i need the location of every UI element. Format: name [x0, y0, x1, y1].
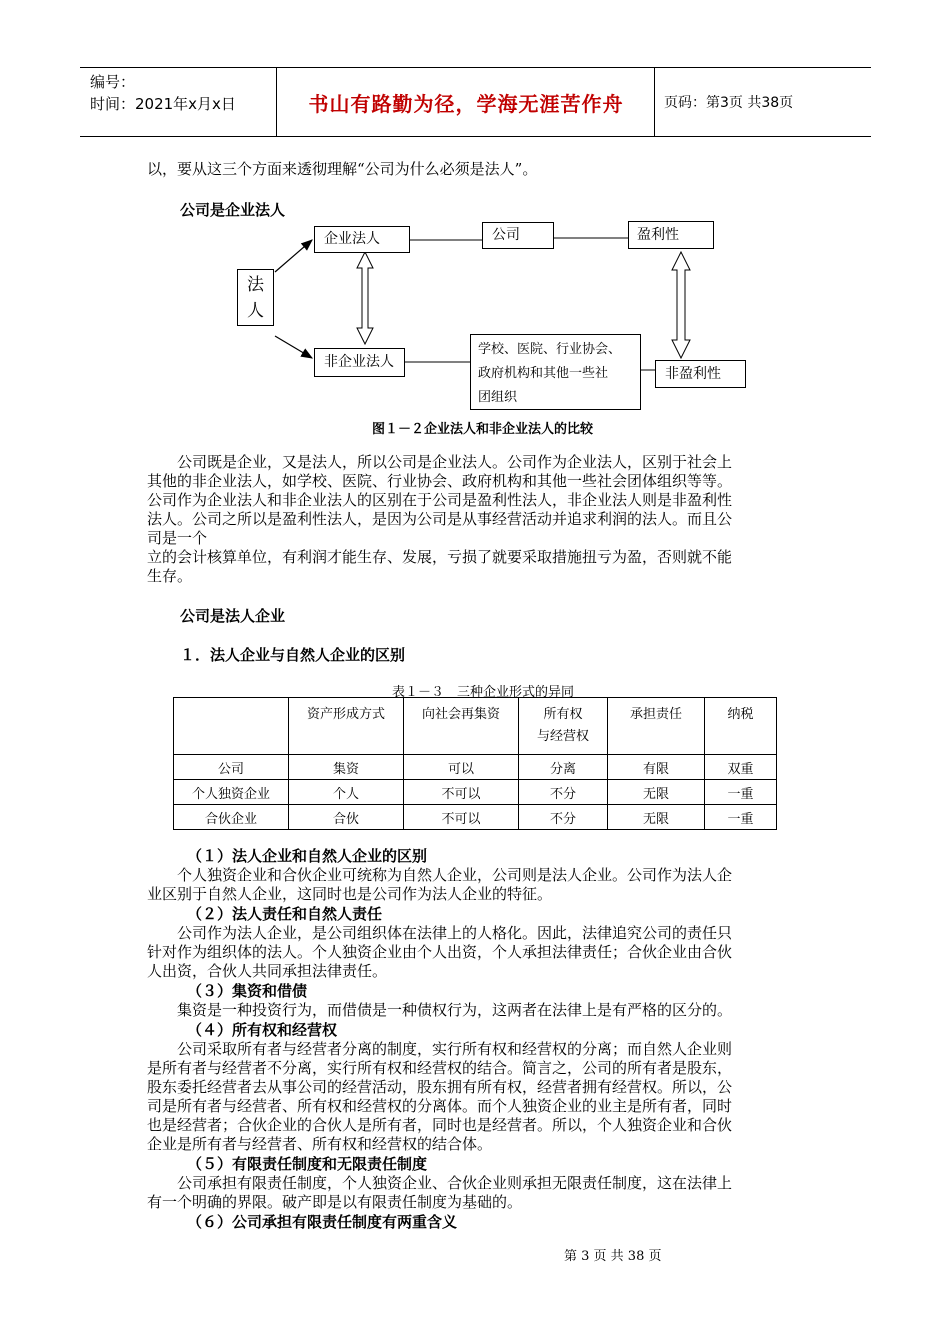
para1-line: 公司既是企业，又是法人，所以公司是企业法人。公司作为企业法人，区别于社会上 — [177, 453, 733, 471]
arrow-to-qiye — [275, 240, 312, 272]
table-cell: 合伙 — [289, 805, 404, 830]
table-cell: 不分 — [519, 780, 608, 805]
faren-char: 法 — [247, 275, 264, 295]
table-cell: 个人 — [289, 780, 404, 805]
table-cell: 不可以 — [404, 805, 519, 830]
para1-line: 其他的非企业法人，如学校、医院、行业协会、政府机构和其他一些社会团体组织等等。 — [147, 472, 733, 490]
s2-line: 人出资，合伙人共同承担法律责任。 — [147, 962, 388, 980]
section2-title: 公司是法人企业 — [180, 607, 286, 625]
table-cell: 一重 — [705, 780, 777, 805]
double-arrow-right — [672, 252, 690, 358]
others-line1: 学校、医院、行业协会、 — [478, 342, 622, 357]
time-label: 时间：2021年x月x日 — [90, 95, 236, 113]
table-cell: 有限 — [608, 755, 705, 780]
table-cell: 无限 — [608, 780, 705, 805]
page-code: 页码：第3页 共38页 — [664, 95, 794, 111]
s3-line: 集资是一种投资行为，而借债是一种债权行为，这两者在法律上是有严格的区分的。 — [177, 1001, 733, 1019]
subsections — [147, 846, 812, 1232]
section2-sub: １．法人企业与自然人企业的区别 — [180, 646, 406, 664]
s4-line: 司是所有者与经营者、所有权和经营权的分离体。而个人独资企业的业主是所有者，同时 — [147, 1097, 733, 1115]
table-cell: 合伙企业 — [174, 805, 289, 830]
s5-line: 公司承担有限责任制度，个人独资企业、合伙企业则承担无限责任制度，这在法律上 — [177, 1174, 733, 1192]
table-cell: 分离 — [519, 755, 608, 780]
paragraph-1 — [147, 453, 812, 586]
table-header-row — [174, 698, 777, 755]
double-arrow-left — [357, 252, 373, 344]
table-cell: 个人独资企业 — [174, 780, 289, 805]
s2-line: 公司作为法人企业，是公司组织体在法律上的人格化。因此，法律追究公司的责任只 — [177, 924, 733, 942]
s4-line: 企业是所有者与经营者、所有权和经营权的结合体。 — [147, 1135, 493, 1153]
others-box — [470, 334, 641, 410]
others-line2: 政府机构和其他一些社 — [478, 366, 609, 381]
s1-line: 个人独资企业和合伙企业可统称为自然人企业，公司则是法人企业。公司作为法人企 — [177, 866, 733, 884]
header-cell — [174, 698, 289, 755]
para1-line: 法人。公司之所以是盈利性法人，是因为公司是从事经营活动并追求利润的法人。而且公 — [147, 510, 733, 528]
s6-title: （６）公司承担有限责任制度有两重含义 — [187, 1213, 458, 1231]
page-footer: 第 3 页 共 38 页 — [564, 1249, 662, 1264]
header-cell: 向社会再集资 — [404, 698, 519, 755]
diagram-caption: 图１－２企业法人和非企业法人的比较 — [372, 422, 594, 437]
header-cell: 资产形成方式 — [289, 698, 404, 755]
table-caption: 表１－３ 三种企业形式的异同 — [392, 685, 575, 700]
table-cell: 公司 — [174, 755, 289, 780]
table-cell: 无限 — [608, 805, 705, 830]
s2-title: （２）法人责任和自然人责任 — [187, 905, 383, 923]
fei-qiye-faren-box: 非企业法人 — [314, 348, 405, 377]
table-cell: 双重 — [705, 755, 777, 780]
s5-title: （５）有限责任制度和无限责任制度 — [187, 1155, 428, 1173]
s4-line: 股东委托经营者去从事公司的经营活动，股东拥有所有权，经营者拥有经营权。所以，公 — [147, 1078, 733, 1096]
qiye-faren-box: 企业法人 — [314, 226, 410, 253]
motto: 书山有路勤为径，学海无涯苦作舟 — [278, 68, 655, 136]
arrow-to-feiqiye — [275, 336, 312, 358]
table-cell: 不可以 — [404, 780, 519, 805]
table-cell: 集资 — [289, 755, 404, 780]
faren-box — [237, 269, 274, 326]
number-label: 编号： — [90, 73, 136, 91]
header-text: 与经营权 — [536, 729, 589, 744]
s4-line: 公司采取所有者与经营者分离的制度，实行所有权和经营权的分离；而自然人企业则 — [177, 1040, 733, 1058]
intro-line: 以，要从这三个方面来透彻理解“公司为什么必须是法人”。 — [147, 160, 538, 178]
para1-line: 公司作为企业法人和非企业法人的区别在于公司是盈利性法人，非企业法人则是非盈利性 — [147, 491, 733, 509]
para1-line: 司是一个 — [147, 529, 208, 547]
s1-title: （１）法人企业和自然人企业的区别 — [187, 847, 428, 865]
table-cell: 不分 — [519, 805, 608, 830]
s3-title: （３）集资和借债 — [187, 982, 308, 1000]
header-text: 所有权 — [543, 707, 583, 722]
comparison-diagram — [0, 0, 950, 440]
header-cell: 承担责任 — [608, 698, 705, 755]
section1-title: 公司是企业法人 — [180, 201, 286, 219]
faren-label — [238, 272, 273, 324]
s4-title: （４）所有权和经营权 — [187, 1021, 338, 1039]
table-row — [174, 805, 777, 830]
table-row — [174, 755, 777, 780]
gongsi-box: 公司 — [482, 222, 554, 249]
header-cell: 纳税 — [705, 698, 777, 755]
para1-line: 生存。 — [147, 567, 193, 585]
s4-line: 是所有者与经营者不分离，实行所有权和经营权的结合。简言之，公司的所有者是股东， — [147, 1059, 733, 1077]
others-line3: 团组织 — [478, 390, 518, 405]
s2-line: 针对作为组织体的法人。个人独资企业由个人出资，个人承担法律责任；合伙企业由合伙 — [147, 943, 733, 961]
s1-line: 业区别于自然人企业，这同时也是公司作为法人企业的特征。 — [147, 885, 553, 903]
table-row — [174, 780, 777, 805]
s4-line: 也是经营者；合伙企业的合伙人是所有者，同时也是经营者。所以，个人独资企业和合伙 — [147, 1116, 733, 1134]
fei-yingli-box: 非盈利性 — [655, 360, 746, 388]
table-cell: 可以 — [404, 755, 519, 780]
para1-line: 立的会计核算单位，有利润才能生存、发展，亏损了就要采取措施扭亏为盈，否则就不能 — [147, 548, 733, 566]
comparison-table — [173, 697, 777, 830]
s5-line: 有一个明确的界限。破产即是以有限责任制度为基础的。 — [147, 1193, 523, 1211]
yingli-box: 盈利性 — [628, 221, 714, 249]
faren-char: 人 — [247, 301, 264, 321]
table-cell: 一重 — [705, 805, 777, 830]
header-cell-ownership — [519, 698, 608, 755]
